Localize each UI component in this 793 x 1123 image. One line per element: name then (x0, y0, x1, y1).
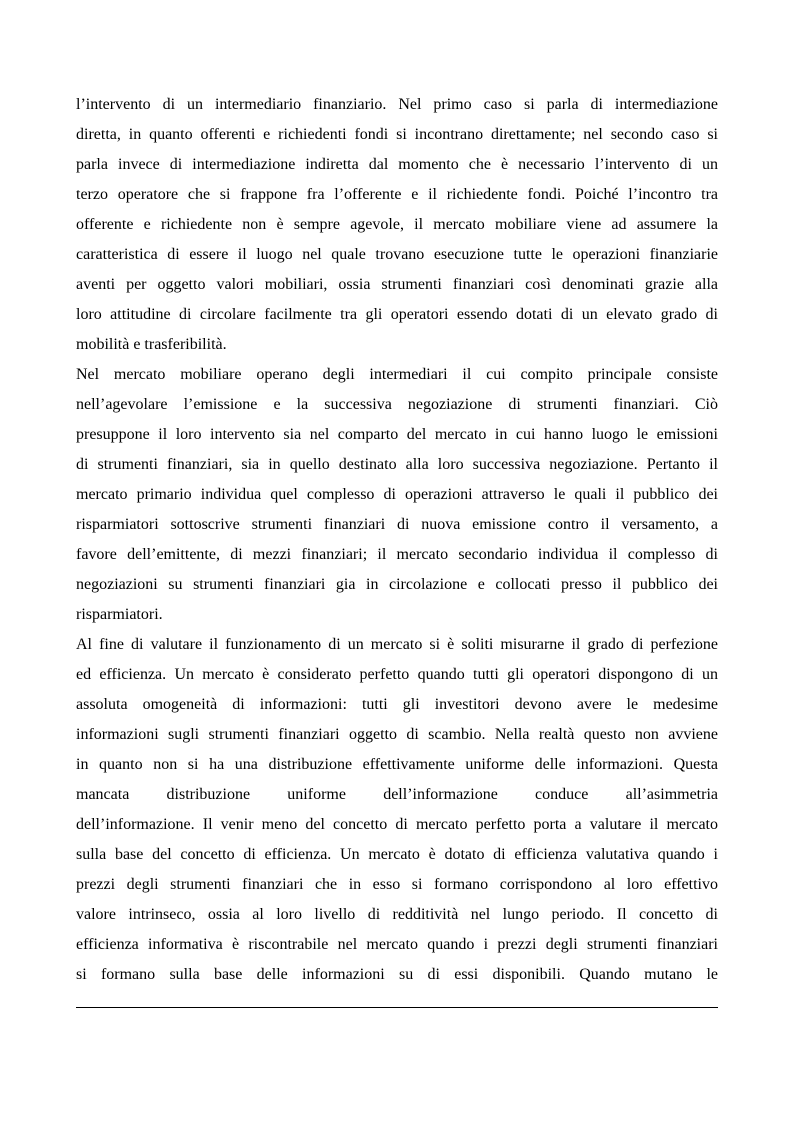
text-line: negoziazioni su strumenti finanziari gia in circolazione e collocati presso il pubblico dei (76, 576, 718, 593)
text-line: Al fine di valutare il funzionamento di un mercato si è soliti misurarne il grado di perfezione (76, 636, 718, 653)
text-line: caratteristica di essere il luogo nel quale trovano esecuzione tutte le operazioni finanziarie (76, 246, 718, 263)
paragraph-mercato-mobiliare (76, 360, 718, 630)
footer-divider (76, 1007, 718, 1008)
text-line: diretta, in quanto offerenti e richiedenti fondi si incontrano direttamente; nel secondo caso si (76, 126, 718, 143)
text-line: offerente e richiedente non è sempre agevole, il mercato mobiliare viene ad assumere la (76, 216, 718, 233)
text-line: l’intervento di un intermediario finanziario. Nel primo caso si parla di intermediazione (76, 96, 718, 113)
text-line: mercato primario individua quel complesso di operazioni attraverso le quali il pubblico dei (76, 486, 718, 503)
text-line: informazioni sugli strumenti finanziari oggetto di scambio. Nella realtà questo non avviene (76, 726, 718, 743)
text-line: risparmiatori. (76, 606, 163, 623)
text-line: aventi per oggetto valori mobiliari, ossia strumenti finanziari così denominati grazie alla (76, 276, 718, 293)
text-line: presuppone il loro intervento sia nel comparto del mercato in cui hanno luogo le emissioni (76, 426, 718, 443)
text-line: dell’informazione. Il venir meno del concetto di mercato perfetto porta a valutare il mercato (76, 816, 718, 833)
text-line: favore dell’emittente, di mezzi finanziari; il mercato secondario individua il complesso di (76, 546, 718, 563)
paragraph-intermediation (76, 90, 718, 360)
text-line: di strumenti finanziari, sia in quello destinato alla loro successiva negoziazione. Pertanto il (76, 456, 718, 473)
text-line: mancata distribuzione uniforme dell’informazione conduce all’asimmetria (76, 786, 718, 803)
text-line: sulla base del concetto di efficienza. Un mercato è dotato di efficienza valutativa quando i (76, 846, 718, 863)
text-line: parla invece di intermediazione indiretta dal momento che è necessario l’intervento di un (76, 156, 718, 173)
document-body (76, 90, 718, 990)
text-line: in quanto non si ha una distribuzione effettivamente uniforme delle informazioni. Questa (76, 756, 718, 773)
text-line: valore intrinseco, ossia al loro livello di redditività nel lungo periodo. Il concetto di (76, 906, 718, 923)
text-line: terzo operatore che si frappone fra l’offerente e il richiedente fondi. Poiché l’incontro tra (76, 186, 718, 203)
text-line: Nel mercato mobiliare operano degli intermediari il cui compito principale consiste (76, 366, 718, 383)
text-line: loro attitudine di circolare facilmente tra gli operatori essendo dotati di un elevato grado di (76, 306, 718, 323)
text-line: nell’agevolare l’emissione e la successiva negoziazione di strumenti finanziari. Ciò (76, 396, 718, 413)
text-line: efficienza informativa è riscontrabile nel mercato quando i prezzi degli strumenti finanziari (76, 936, 718, 953)
text-line: mobilità e trasferibilità. (76, 336, 227, 353)
text-line: ed efficienza. Un mercato è considerato perfetto quando tutti gli operatori dispongono di un (76, 666, 718, 683)
text-line: risparmiatori sottoscrive strumenti finanziari di nuova emissione contro il versamento, a (76, 516, 718, 533)
text-line: si formano sulla base delle informazioni su di essi disponibili. Quando mutano le (76, 966, 718, 983)
text-line: prezzi degli strumenti finanziari che in esso si formano corrispondono al loro effettivo (76, 876, 718, 893)
text-line: assoluta omogeneità di informazioni: tutti gli investitori devono avere le medesime (76, 696, 718, 713)
paragraph-efficienza (76, 630, 718, 990)
